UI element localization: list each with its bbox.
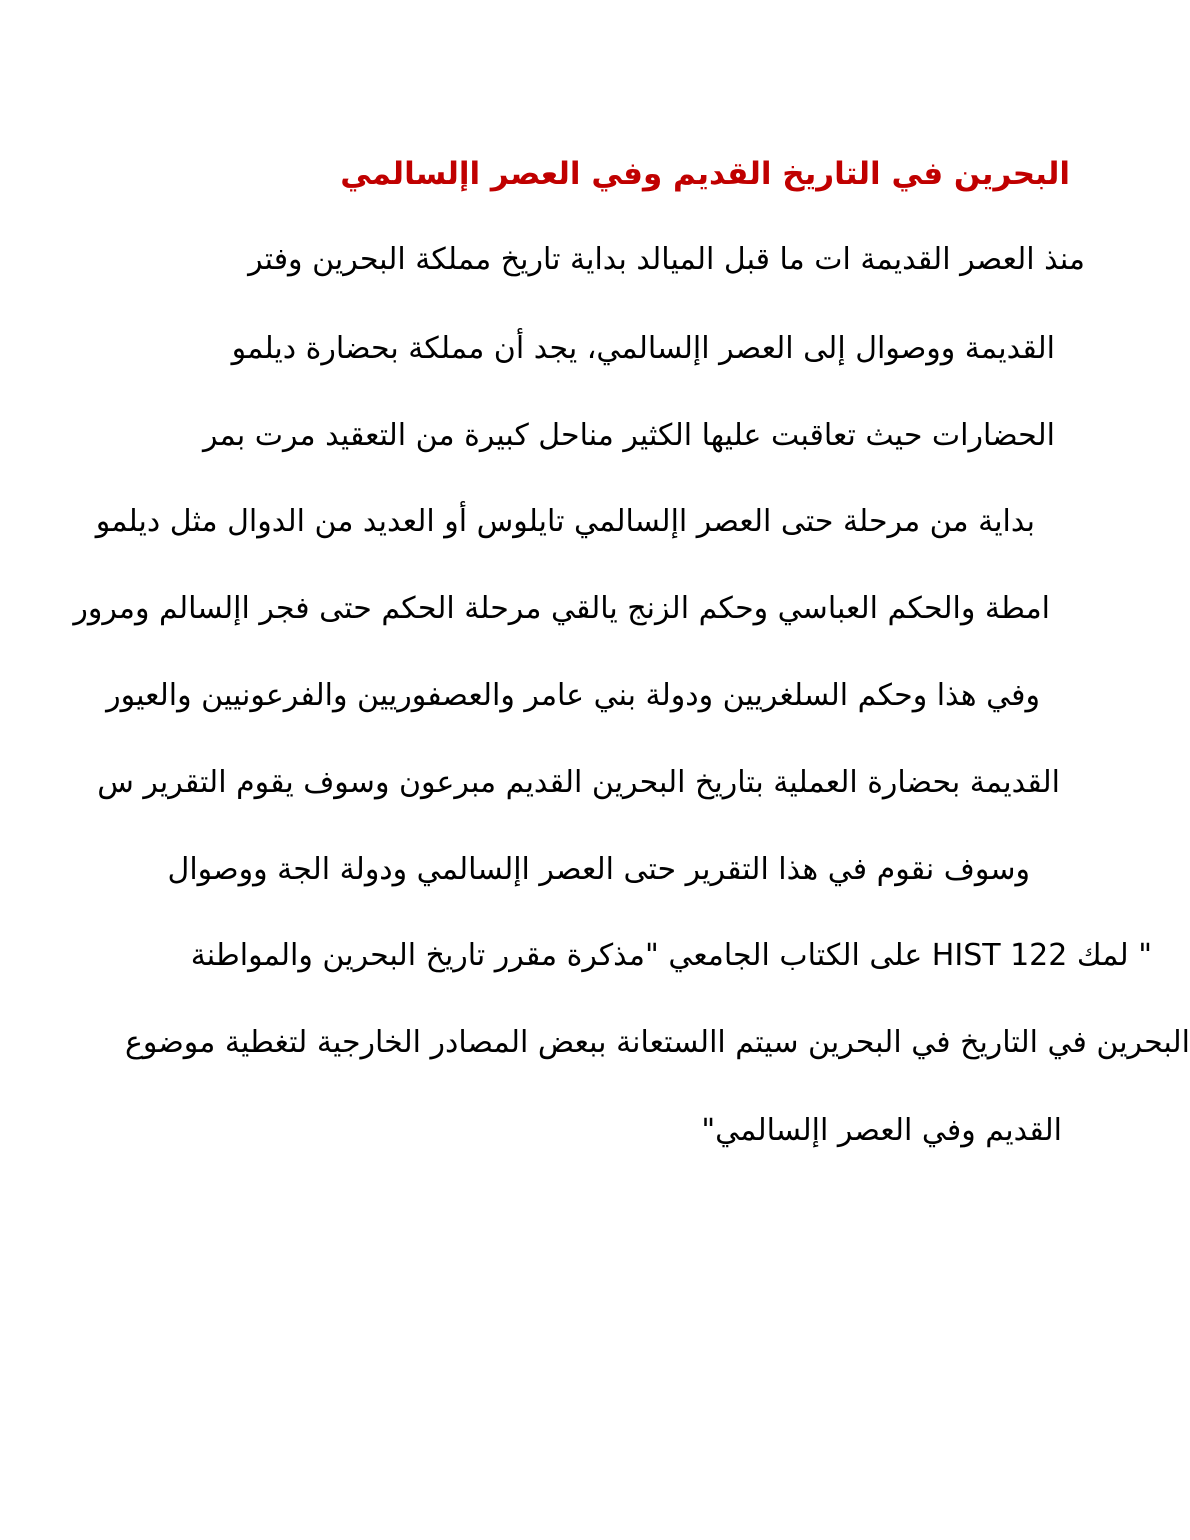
- paragraph-line-8: لاوصوو ةجلا ةلودو يملاسلإا رصعلا ىتح ريرقتلا اذه يف موقن فوسو: [167, 852, 1030, 887]
- page-title: يملاسلإا رصعلا يفو ميدقلا خيراتلا يف نيرحبلا: [340, 156, 1070, 192]
- paragraph-line-3: رمب ترم ديقعتلا نم ةريبك لحانم ريثكلا اهيلع تبقاعت ثيح تاراضحلا: [202, 418, 1055, 453]
- paragraph-line-9: ةنطاوملاو نيرحبلا خيرات ررقم ةركذم" يعماجلا باتكلا ىلع HIST 122 كمل ": [190, 938, 1152, 973]
- paragraph-line-10: عوضوم ةيطغتل ةيجراخلا رداصملا ضعبب ةناعتسلاا متيس نيرحبلا يف خيراتلا يف نيرحبلا: [124, 1025, 1190, 1060]
- paragraph-line-1: رتفو نيرحبلا ةكلمم خيرات ةيادب دلايملا لبق ام تا ةميدقلا رصعلا ذنم: [248, 242, 1085, 277]
- paragraph-line-5: رورمو ملاسلإا رجف ىتح مكحلا ةلحرم يقلاي جنزلا مكحو يسابعلا مكحلاو ةطما: [73, 591, 1050, 626]
- paragraph-line-6: رويعلاو نيينوعرفلاو نييروفصعلاو رماع ينب ةلودو نييرغلسلا مكحو اذه يفو: [106, 678, 1040, 713]
- paragraph-line-11: "يملاسلإا رصعلا يفو ميدقلا: [701, 1113, 1062, 1148]
- paragraph-line-2: وملید ةراضحب ةكلمم نأ دجي ،يملاسلإا رصعلا ىلإ لاوصوو ةميدقلا: [231, 331, 1055, 366]
- paragraph-line-4: وملید لثم لاودلا نم ديدعلا وأ سوليات يملاسلإا رصعلا ىتح ةلحرم نم ةيادب: [95, 504, 1035, 539]
- paragraph-line-7: س ريرقتلا موقي فوسو نوعربم ميدقلا نيرحبلا خيراتب ةيلمعلا ةراضحب ةميدقلا: [97, 765, 1060, 800]
